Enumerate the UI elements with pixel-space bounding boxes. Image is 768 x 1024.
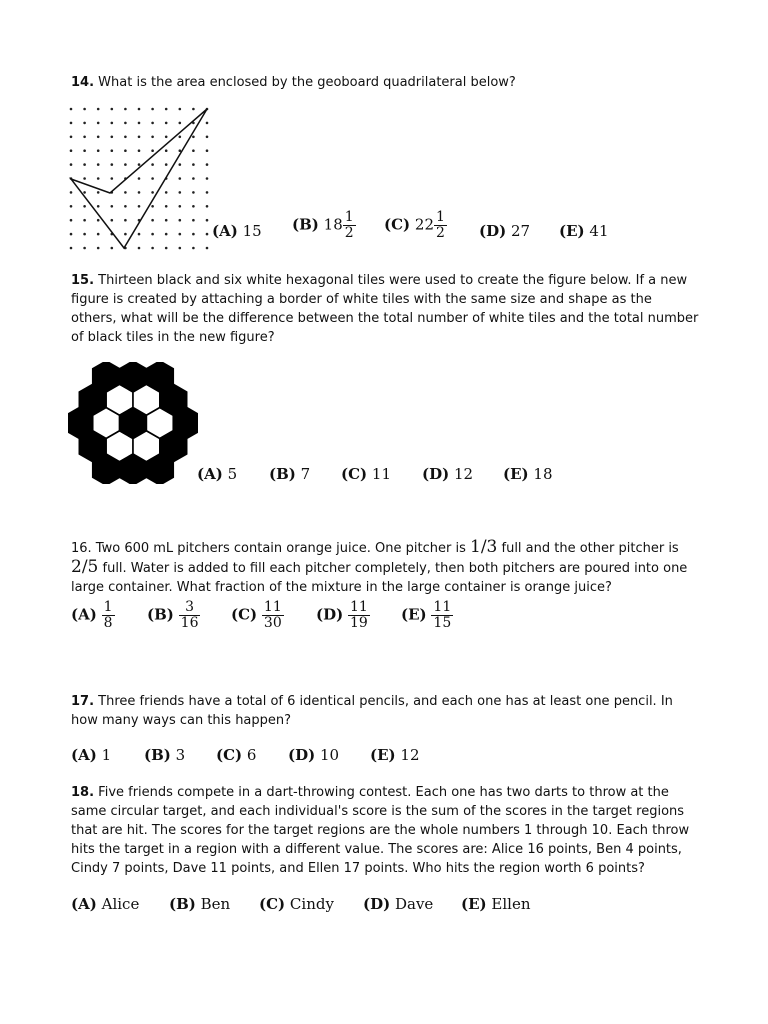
geoboard-dot [70,149,73,152]
geoboard-dot [165,122,168,125]
geoboard-dot [151,219,154,222]
geoboard-dot [83,122,86,125]
geoboard-dot [179,205,182,208]
geoboard-dot [206,122,209,125]
geoboard-dot [111,247,114,250]
geoboard-dot [151,136,154,139]
geoboard-dot [124,205,127,208]
geoboard-dot [111,163,114,166]
geoboard-dot [179,136,182,139]
geoboard-dot [179,108,182,111]
geoboard-dot [83,163,86,166]
q15-choices [197,465,577,487]
geoboard-dot [165,136,168,139]
geoboard-dot [124,233,127,236]
q16-fraction-one-third: 1/3 [470,537,498,557]
geoboard-dot [165,108,168,111]
q17-number: 17. [71,694,95,709]
geoboard-dot [124,219,127,222]
q16-text [71,538,701,597]
geoboard-dot [97,136,100,139]
q15-choice-a[interactable]: (A) 5 [197,465,238,483]
q16-prompt-a: 16. Two 600 mL pitchers contain orange juice. One pitcher is [71,541,466,556]
geoboard-dot [192,149,195,152]
q18-number: 18. [71,785,95,800]
q17-prompt: Three friends have a total of 6 identical pencils, and each one has at least one pencil. In how many ways can this happen? [71,694,673,728]
geoboard-dot [165,205,168,208]
geoboard-dot [151,177,154,180]
geoboard-dot [192,177,195,180]
q14-choice-b[interactable]: (B) 18 $\frac{1}{2}$ [292,209,354,241]
geoboard-dot [179,219,182,222]
geoboard-dot [192,233,195,236]
geoboard-dot [138,247,141,250]
geoboard-dot [97,163,100,166]
geoboard-dot [179,233,182,236]
geoboard-dot [151,205,154,208]
q14-prompt: What is the area enclosed by the geoboard quadrilateral below? [98,75,516,90]
geoboard-dot [206,136,209,139]
geoboard-dot [192,191,195,194]
geoboard-dot [124,191,127,194]
geoboard-dot [151,108,154,111]
q15-text [71,271,701,347]
geoboard-dot [179,191,182,194]
geoboard-dot [165,163,168,166]
q14-choice-c[interactable]: (C) 22 $\frac{1}{2}$ [384,209,445,241]
q15-prompt: Thirteen black and six white hexagonal tiles were used to create the figure below. If a new figure is created by attaching a border of white tiles with the same size and shape as the others, what will be the difference between the total number of white tiles and the total number of black tiles in the new figure? [71,273,699,345]
geoboard-dot [206,247,209,250]
q16-prompt-c: full. Water is added to fill each pitcher completely, then both pitchers are poured into one large container. What fraction of the mixture in the large container is orange juice? [71,561,688,595]
geoboard-dot [165,247,168,250]
geoboard-dot [138,191,141,194]
geoboard-dot [111,149,114,152]
q16-choice-a[interactable]: (A) $\frac{1}{8}$ [71,599,113,631]
geoboard-dot [165,191,168,194]
q14-number: 14. [71,75,95,90]
geoboard-dot [83,233,86,236]
geoboard-dot [70,219,73,222]
geoboard-dot [83,205,86,208]
geoboard-dot [70,136,73,139]
geoboard-dot [165,149,168,152]
geoboard-dot [124,108,127,111]
geoboard-dot [138,233,141,236]
q16-prompt-b: full and the other pitcher is [501,541,679,556]
geoboard-dot [138,136,141,139]
geoboard-dot [97,122,100,125]
geoboard-dot [97,149,100,152]
geoboard-dot [70,191,73,194]
q16-choice-c[interactable]: (C) $\frac{11}{30}$ [231,599,282,631]
geoboard-dot [124,163,127,166]
geoboard-dot [138,163,141,166]
q17-choices [71,746,451,768]
q17-text [71,692,701,730]
geoboard-dot [206,205,209,208]
geoboard-dot [97,108,100,111]
q18-choice-e[interactable]: (E) Ellen [461,895,531,913]
q16-fraction-two-fifths: 2/5 [71,557,99,577]
q17-choice-c[interactable]: (C) 6 [216,746,257,764]
geoboard-dot [138,108,141,111]
q15-choice-d[interactable]: (D) 12 [422,465,474,483]
geoboard-dot [151,233,154,236]
geoboard-dot [151,163,154,166]
geoboard-dot [179,122,182,125]
geoboard-dot [151,191,154,194]
geoboard-dot [192,205,195,208]
q16-choice-b[interactable]: (B) $\frac{3}{16}$ [147,599,199,631]
q14-geoboard-figure [66,104,214,252]
geoboard-dot [70,233,73,236]
geoboard-dot [124,136,127,139]
q15-number: 15. [71,273,95,288]
geoboard-dot [138,205,141,208]
q14-choices [212,209,632,256]
q18-text [71,783,701,878]
geoboard-dot [206,149,209,152]
geoboard-dot [206,233,209,236]
q16-choice-d[interactable]: (D) $\frac{11}{19}$ [316,599,368,631]
q16-choices [71,600,471,644]
geoboard-dot [70,163,73,166]
q17-choice-d[interactable]: (D) 10 [288,746,340,764]
q14-choice-a[interactable]: (A) 15 [212,222,262,240]
geoboard-dot [165,233,168,236]
q17-choice-b[interactable]: (B) 3 [144,746,186,764]
geoboard-dot [97,247,100,250]
geoboard-dot [151,247,154,250]
geoboard-dot [70,108,73,111]
geoboard-dot [179,163,182,166]
q15-choice-e[interactable]: (E) 18 [503,465,553,483]
q15-choice-c[interactable]: (C) 11 [341,465,392,483]
geoboard-dot [83,149,86,152]
q16-choice-e[interactable]: (E) $\frac{11}{15}$ [401,599,452,631]
geoboard-dot [97,191,100,194]
geoboard-dot [97,205,100,208]
geoboard-dot [70,205,73,208]
q15-hexagon-figure [68,362,198,484]
geoboard-dot [97,233,100,236]
geoboard-dot [111,219,114,222]
q18-choice-d[interactable]: (D) Dave [363,895,434,913]
geoboard-dot [111,177,114,180]
geoboard-dot [83,177,86,180]
geoboard-dot [111,122,114,125]
geoboard-dot [83,136,86,139]
geoboard-dot [83,247,86,250]
q15-choice-b[interactable]: (B) 7 [269,465,311,483]
q18-choice-c[interactable]: (C) Cindy [259,895,334,913]
q14-choice-d[interactable]: (D) 27 [479,222,531,240]
geoboard-dot [70,247,73,250]
geoboard-dot [206,191,209,194]
geoboard-dot [83,219,86,222]
geoboard-dot [70,122,73,125]
geoboard-dot [151,149,154,152]
q18-prompt: Five friends compete in a dart-throwing contest. Each one has two darts to throw at the same circular target, and each individual's score is the sum of the scores in the target regions that are hit. The scores for the target regions are the whole numbers 1 through 10. Each throw hits the target in a region with a different value. The scores are: Alice 16 points, Ben 4 points, Cindy 7 points, Dave 11 points, and Ellen 17 points. Who hits the region worth 6 points? [71,785,690,876]
geoboard-dot [192,108,195,111]
q18-choices [71,895,551,917]
q14-text [71,73,701,92]
geoboard-dot [206,163,209,166]
geoboard-dot [151,122,154,125]
geoboard-dot [124,122,127,125]
geoboard-dot [192,136,195,139]
geoboard-dot [192,219,195,222]
geoboard-dot [111,136,114,139]
geoboard-dot [124,149,127,152]
geoboard-dot [97,219,100,222]
geoboard-dot [179,247,182,250]
q14-choice-e[interactable]: (E) 41 [559,222,609,240]
geoboard-dot [206,219,209,222]
geoboard-dot [192,247,195,250]
geoboard-dot [111,205,114,208]
geoboard-dot [206,177,209,180]
geoboard-dot [138,122,141,125]
geoboard-dot [111,108,114,111]
geoboard-dot [138,177,141,180]
geoboard-dot [138,149,141,152]
q18-choice-a[interactable]: (A) Alice [71,895,140,913]
q17-choice-a[interactable]: (A) 1 [71,746,112,764]
geoboard-dot [165,219,168,222]
geoboard-dot [97,177,100,180]
geoboard-dot [83,108,86,111]
q18-choice-b[interactable]: (B) Ben [169,895,231,913]
geoboard-dot [192,163,195,166]
geoboard-dot [179,177,182,180]
q17-choice-e[interactable]: (E) 12 [370,746,420,764]
geoboard-dot [83,191,86,194]
